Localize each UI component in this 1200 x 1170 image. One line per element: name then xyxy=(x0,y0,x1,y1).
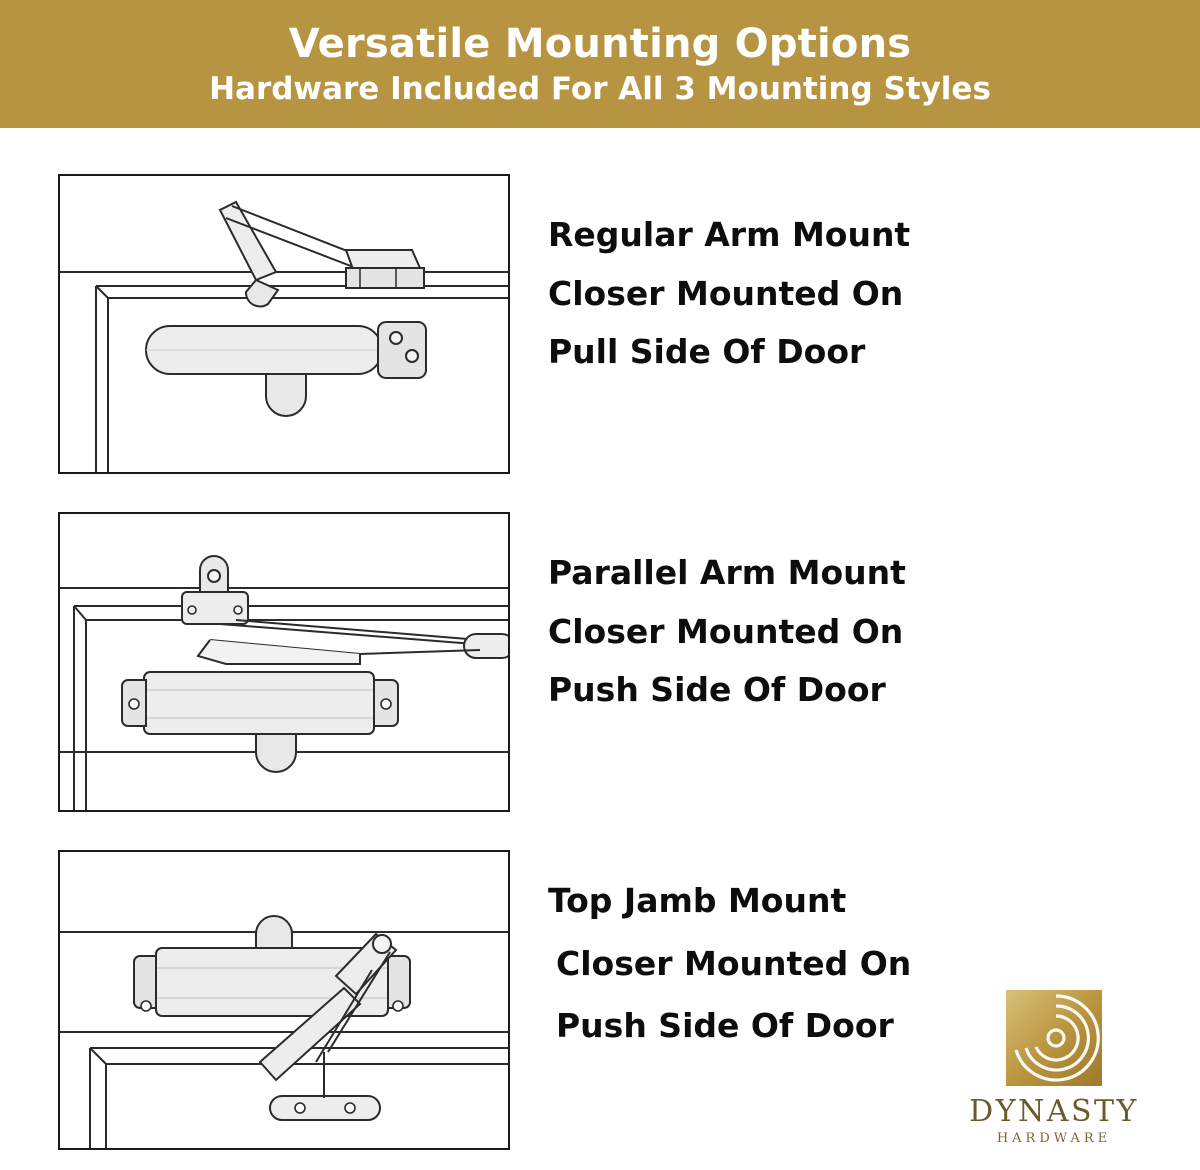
regular-arm-shape xyxy=(220,202,424,307)
logo-tagline: HARDWARE xyxy=(996,1131,1112,1146)
top-jamb-illustration xyxy=(60,852,508,1148)
logo-wordmark: DYNASTY xyxy=(969,1094,1139,1129)
mounting-option-row xyxy=(0,174,1200,474)
top-jamb-mount-diagram xyxy=(58,850,510,1150)
caption-line-1: Top Jamb Mount xyxy=(548,881,847,920)
caption-line-1: Regular Arm Mount xyxy=(548,215,911,254)
regular-arm-illustration xyxy=(60,176,508,472)
closer-body-shape xyxy=(146,322,426,416)
swirl-icon xyxy=(1006,990,1102,1086)
brand-logo xyxy=(964,990,1144,1146)
caption-line-2: Closer Mounted On xyxy=(548,273,904,313)
page-subtitle: Hardware Included For All 3 Mounting Styles xyxy=(209,71,991,108)
parallel-arm-illustration xyxy=(60,514,508,810)
closer-body-shape xyxy=(122,672,398,772)
header-banner xyxy=(0,0,1200,128)
dynasty-swirl-icon xyxy=(1006,990,1102,1086)
caption-line-3: Push Side Of Door xyxy=(548,670,886,710)
parallel-arm-mount-diagram xyxy=(58,512,510,812)
caption-line-3: Push Side Of Door xyxy=(556,1006,894,1046)
mounting-options-content xyxy=(0,128,1200,1170)
parallel-arm-bracket-shape xyxy=(182,556,248,624)
caption-line-1: Parallel Arm Mount xyxy=(548,553,906,592)
parallel-arm-caption xyxy=(548,512,1168,720)
mounting-option-row xyxy=(0,512,1200,812)
regular-arm-mount-diagram xyxy=(58,174,510,474)
caption-line-3: Pull Side Of Door xyxy=(548,332,866,372)
parallel-arm-shape xyxy=(198,620,508,664)
caption-line-2: Closer Mounted On xyxy=(556,943,912,983)
regular-arm-caption xyxy=(548,174,1168,382)
caption-line-2: Closer Mounted On xyxy=(548,611,904,651)
page-title: Versatile Mounting Options xyxy=(288,21,912,68)
